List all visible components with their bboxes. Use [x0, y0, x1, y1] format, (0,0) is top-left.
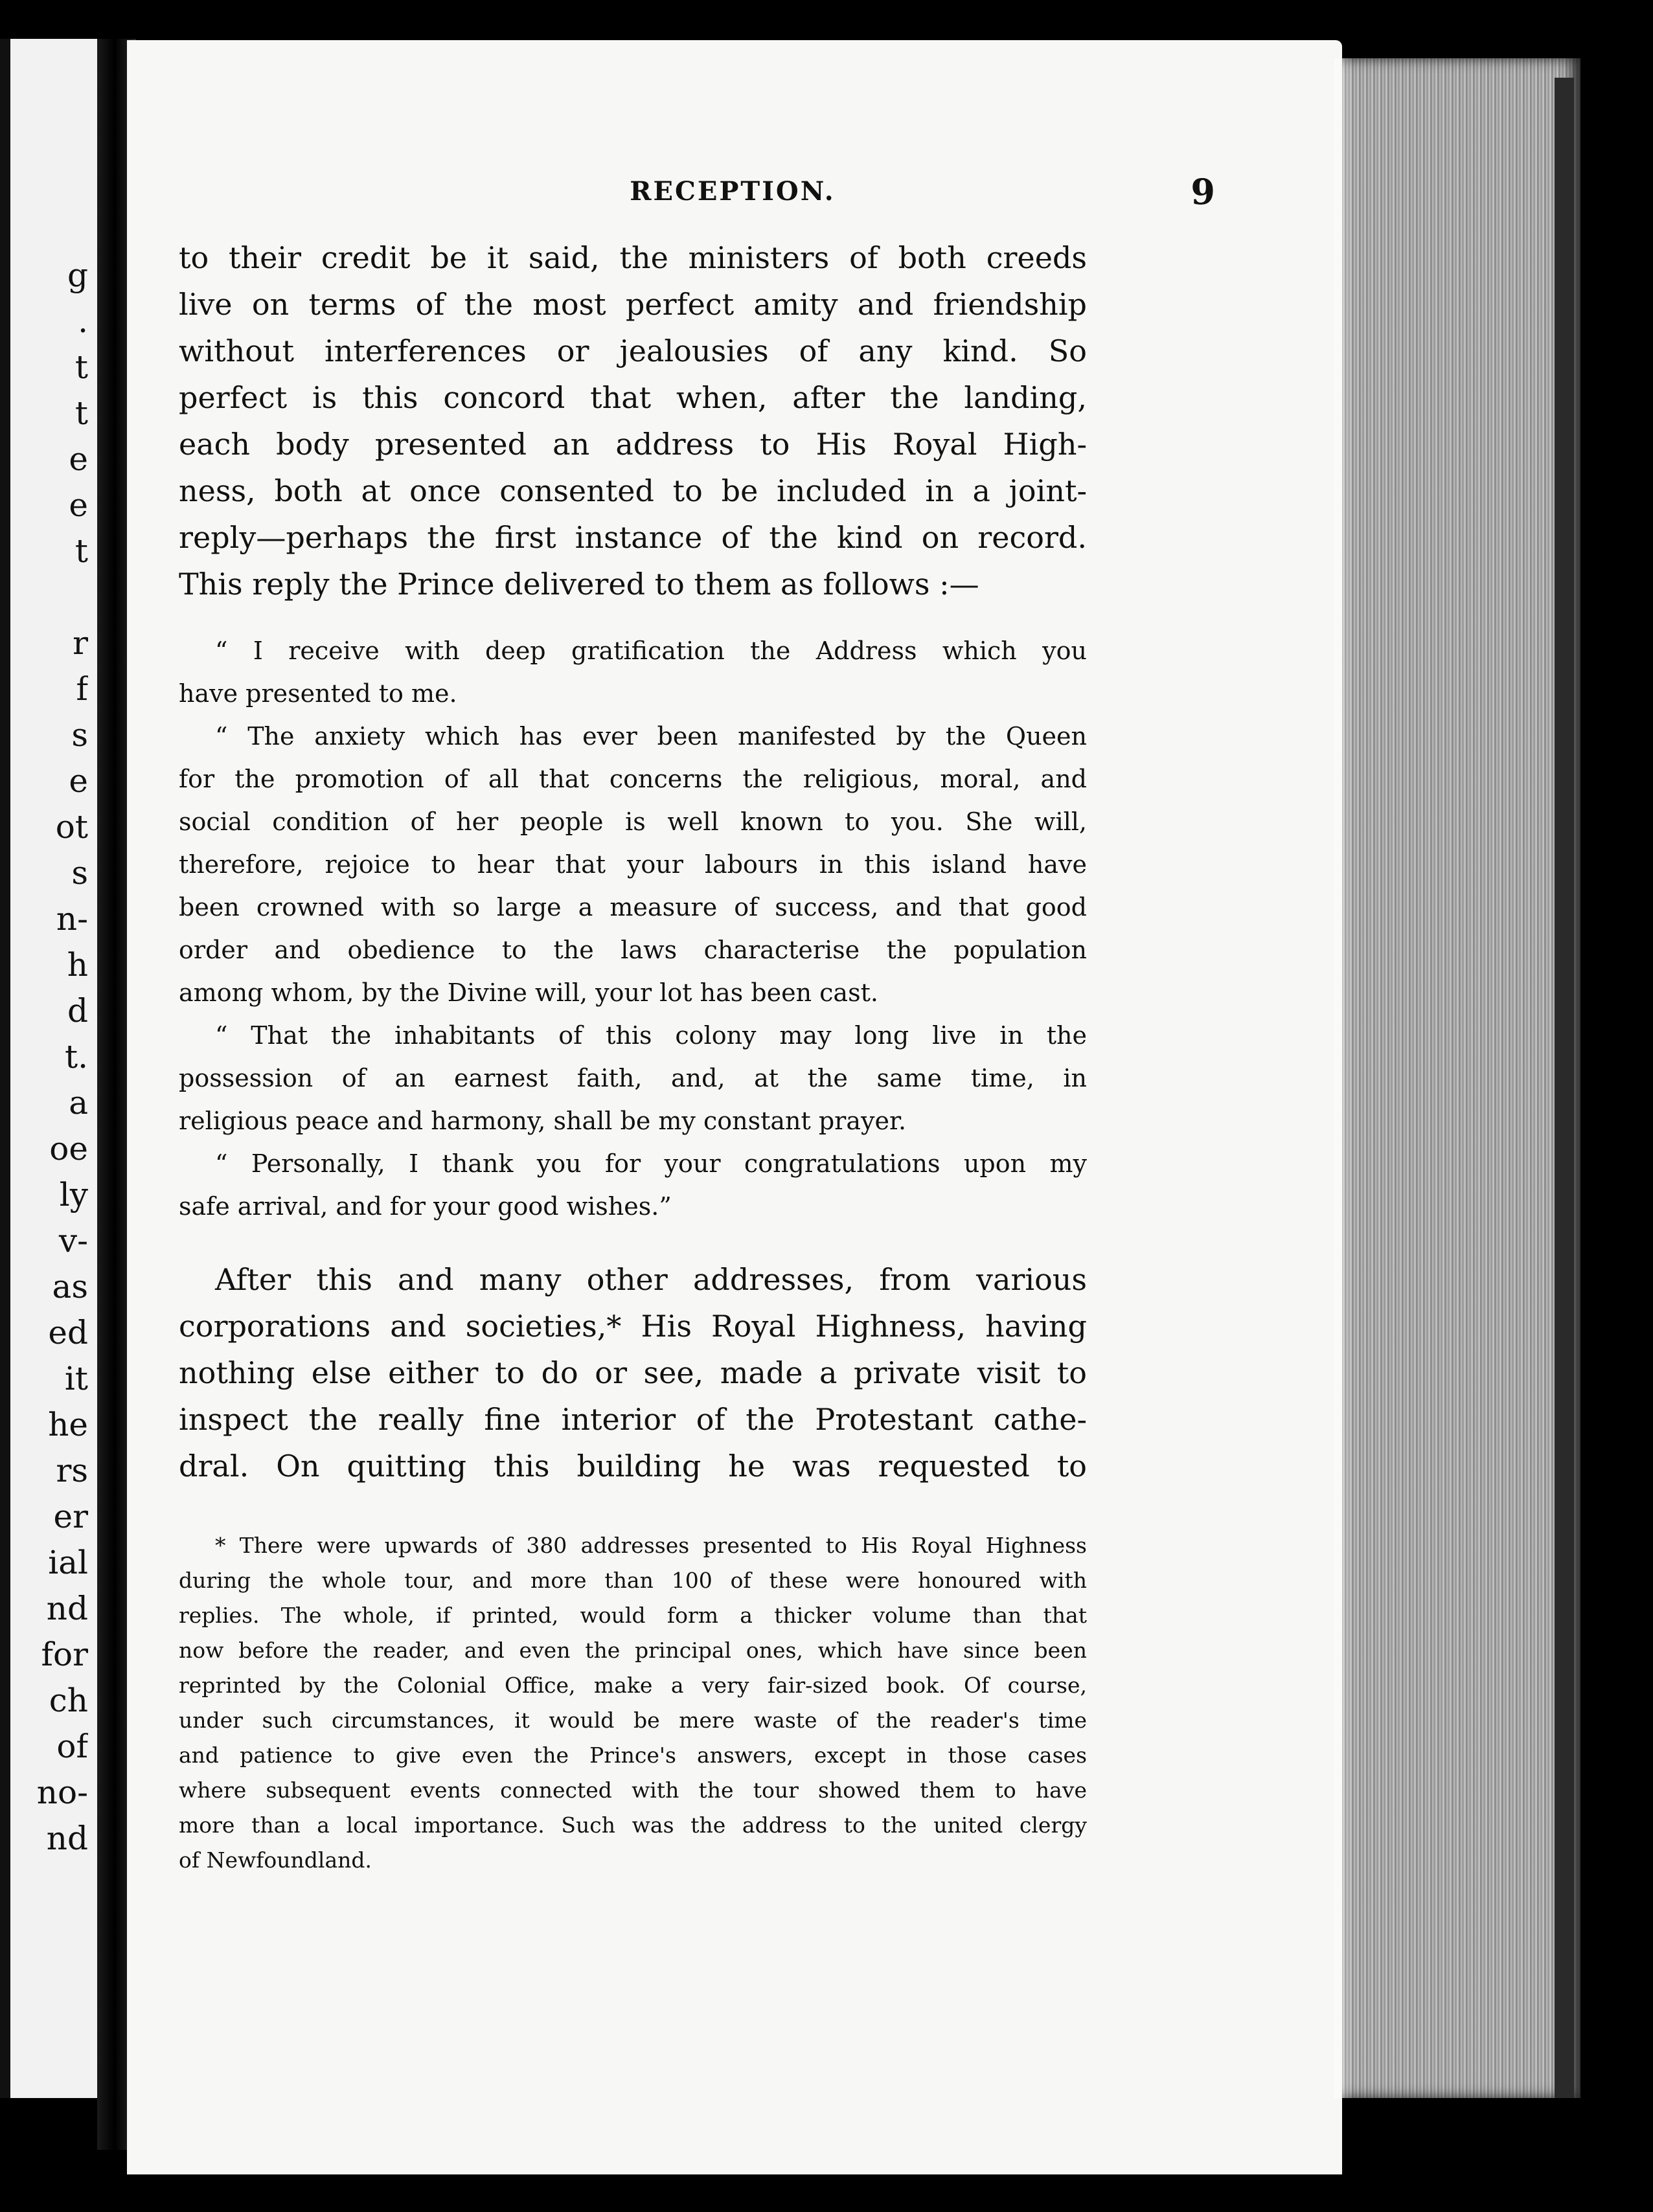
text-line: order and obedience to the laws characterise the population	[179, 936, 1087, 964]
text-line: corporations and societies,* His Royal Highness, having	[179, 1309, 1087, 1344]
text-line: each body presented an address to His Royal High-	[179, 427, 1087, 462]
text-line: been crowned with so large a measure of success, and that good	[179, 893, 1087, 921]
left-page-fragment: f	[76, 670, 88, 708]
left-page-fragment: ial	[48, 1544, 88, 1581]
left-page-fragment: nd	[46, 1590, 88, 1627]
page-header	[185, 171, 1215, 221]
book-page-edges	[1328, 58, 1580, 2098]
left-page-fragment: nd	[46, 1820, 88, 1857]
left-page-fragment: a	[69, 1084, 88, 1122]
text-line: dral. On quitting this building he was requested to	[179, 1449, 1087, 1484]
text-line: have presented to me.	[179, 679, 457, 708]
text-line: “ The anxiety which has ever been manifested by the Queen	[215, 722, 1087, 751]
quote-paragraph-3	[179, 1014, 1087, 1142]
left-page-fragment: oe	[49, 1130, 88, 1168]
left-page-fragment: rs	[56, 1452, 88, 1489]
left-page-fragment: e	[69, 486, 88, 524]
left-page-fragment: ot	[55, 808, 88, 846]
quote-paragraph-1	[179, 629, 1087, 715]
text-line: reply—perhaps the first instance of the kind on record.	[179, 520, 1087, 555]
paragraph-2	[179, 1256, 1087, 1489]
text-line: perfect is this concord that when, after the landing,	[179, 380, 1087, 415]
left-page-fragment: n-	[56, 900, 88, 938]
left-facing-page	[0, 39, 97, 2098]
page	[127, 40, 1342, 2174]
left-page-fragment: v-	[58, 1222, 88, 1259]
left-page-fragment: he	[48, 1406, 88, 1443]
left-page-fragment: g	[67, 256, 88, 294]
paragraph-1	[179, 234, 1087, 607]
text-line: where subsequent events connected with the tour showed them to have	[179, 1778, 1087, 1803]
text-line: more than a local importance. Such was the address to the united clergy	[179, 1812, 1087, 1838]
text-line: After this and many other addresses, from various	[215, 1262, 1087, 1297]
text-line: “ I receive with deep gratification the Address which you	[215, 637, 1087, 665]
text-line: live on terms of the most perfect amity and friendship	[179, 287, 1087, 322]
text-line: to their credit be it said, the ministers of both creeds	[179, 240, 1087, 275]
text-line: inspect the really fine interior of the Protestant cathe-	[179, 1402, 1087, 1437]
text-line: under such circumstances, it would be mere waste of the reader's time	[179, 1708, 1087, 1733]
text-line: nothing else either to do or see, made a private visit to	[179, 1355, 1087, 1390]
footnote	[179, 1528, 1087, 1878]
left-page-fragment: no-	[36, 1774, 88, 1811]
left-page-fragment: t	[74, 532, 88, 570]
text-line: possession of an earnest faith, and, at the same time, in	[179, 1064, 1087, 1092]
left-page-fragment: .	[78, 302, 88, 340]
left-page-fragment: e	[69, 762, 88, 800]
text-line: reprinted by the Colonial Office, make a very fair-sized book. Of course,	[179, 1673, 1087, 1698]
left-page-fragment: e	[69, 440, 88, 478]
text-line: religious peace and harmony, shall be my constant prayer.	[179, 1107, 907, 1135]
left-page-fragment: it	[64, 1360, 88, 1397]
text-line: social condition of her people is well known to you. She will,	[179, 807, 1087, 836]
left-page-fragment: t	[74, 394, 88, 432]
left-page-fragment: t	[74, 348, 88, 386]
left-page-fragment: d	[67, 992, 88, 1030]
left-page-fragment: s	[71, 854, 88, 892]
text-line: ness, both at once consented to be included in a joint-	[179, 473, 1087, 508]
text-line: of Newfoundland.	[179, 1847, 372, 1873]
text-line: This reply the Prince delivered to them as follows :—	[179, 567, 979, 602]
left-page-fragment: ly	[59, 1176, 88, 1213]
page-edge-highlight	[1334, 58, 1354, 2098]
text-line: “ That the inhabitants of this colony may long live in the	[215, 1021, 1087, 1050]
text-line: therefore, rejoice to hear that your labours in this island have	[179, 850, 1087, 879]
text-line: among whom, by the Divine will, your lot has been cast.	[179, 978, 878, 1007]
text-line: now before the reader, and even the principal ones, which have since been	[179, 1638, 1087, 1663]
left-page-fragment: er	[53, 1498, 88, 1535]
left-page-fragment: r	[73, 624, 88, 662]
text-line: and patience to give even the Prince's answers, except in those cases	[179, 1743, 1087, 1768]
left-page-fragment: as	[52, 1268, 88, 1305]
left-page-fragment: for	[41, 1636, 88, 1673]
text-line: replies. The whole, if printed, would form a thicker volume than that	[179, 1603, 1087, 1628]
quote-paragraph-4	[179, 1142, 1087, 1228]
text-line: “ Personally, I thank you for your congratulations upon my	[215, 1149, 1087, 1178]
book-cover-edge	[1555, 78, 1574, 2098]
left-page-fragment: of	[56, 1728, 88, 1765]
left-page-fragment: ed	[48, 1314, 88, 1351]
left-page-text-fragments	[0, 253, 88, 1862]
text-line: without interferences or jealousies of any kind. So	[179, 333, 1087, 368]
running-head: RECEPTION.	[630, 176, 836, 207]
left-page-fragment: h	[67, 946, 88, 984]
page-number: 9	[1191, 171, 1215, 212]
left-page-fragment: ch	[49, 1682, 88, 1719]
text-line: during the whole tour, and more than 100 of these were honoured with	[179, 1568, 1087, 1593]
text-line: for the promotion of all that concerns the religious, moral, and	[179, 765, 1087, 793]
left-page-fragment: t.	[65, 1038, 88, 1076]
left-page-fragment: s	[71, 716, 88, 754]
left-page-fragment	[0, 574, 88, 620]
quote-paragraph-2	[179, 715, 1087, 1014]
quoted-reply	[179, 629, 1087, 1228]
page-body	[179, 234, 1087, 1878]
text-line: * There were upwards of 380 addresses presented to His Royal Highness	[215, 1533, 1087, 1558]
text-line: safe arrival, and for your good wishes.”	[179, 1192, 672, 1221]
